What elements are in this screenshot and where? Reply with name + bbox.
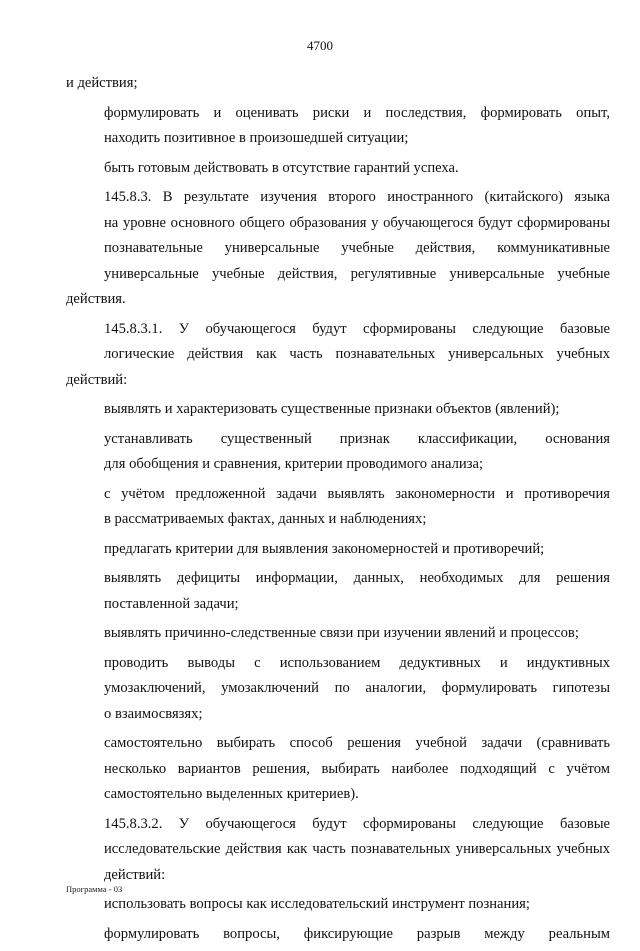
- text-line: с учётом предложенной задачи выявлять закономерности и противоречия: [104, 485, 610, 502]
- text-line: познавательные универсальные учебные действия, коммуникативные: [104, 240, 610, 256]
- paragraph: [66, 566, 610, 617]
- text-line: поставленной задачи;: [104, 595, 239, 612]
- paragraph: [66, 922, 610, 948]
- document-body: [66, 71, 610, 951]
- paragraph: [66, 71, 610, 97]
- paragraph: [66, 156, 610, 182]
- paragraph: [66, 427, 610, 478]
- paragraph: [66, 101, 610, 152]
- text-line: выявлять причинно-следственные связи при изучении явлений и процессов;: [104, 625, 579, 641]
- text-line: в рассматриваемых фактах, данных и наблюдениях;: [104, 511, 427, 527]
- text-line: о взаимосвязях;: [104, 705, 203, 722]
- text-line: 145.8.3.1. У обучающегося будут сформированы следующие базовые: [104, 320, 610, 337]
- paragraph: [66, 482, 610, 533]
- paragraph: [66, 651, 610, 728]
- text-line: исследовательские действия как часть познавательных универсальных учебных: [104, 841, 610, 857]
- paragraph: [66, 317, 610, 394]
- text-line: 145.8.3.2. У обучающегося будут сформированы следующие базовые: [104, 815, 610, 832]
- text-line: на уровне основного общего образования у обучающегося будут сформированы: [104, 214, 610, 231]
- text-line: самостоятельно выделенных критериев).: [104, 786, 359, 802]
- text-line: устанавливать существенный признак классификации, основания: [104, 430, 610, 447]
- text-line: 145.8.3. В результате изучения второго иностранного (китайского) языка: [104, 189, 610, 205]
- text-line: предлагать критерии для выявления закономерностей и противоречий;: [104, 540, 545, 557]
- text-line: действий:: [104, 866, 166, 883]
- text-line: самостоятельно выбирать способ решения учебной задачи (сравнивать: [104, 735, 610, 751]
- text-line: использовать вопросы как исследовательский инструмент познания;: [104, 896, 530, 912]
- text-line: умозаключений, умозаключений по аналогии, формулировать гипотезы: [104, 680, 610, 696]
- paragraph: [66, 812, 610, 889]
- paragraph: [66, 537, 610, 563]
- text-line: и действия;: [66, 75, 138, 91]
- text-line: универсальные учебные действия, регулятивные универсальные учебные действия.: [66, 265, 610, 307]
- text-line: формулировать вопросы, фиксирующие разрыв между реальным: [104, 925, 610, 942]
- text-line: проводить выводы с использованием дедуктивных и индуктивных: [104, 654, 610, 671]
- paragraph: [66, 731, 610, 808]
- paragraph: [66, 621, 610, 647]
- text-line: для обобщения и сравнения, критерии проводимого анализа;: [104, 456, 484, 472]
- paragraph: [66, 397, 610, 423]
- text-line: выявлять и характеризовать существенные признаки объектов (явлений);: [104, 401, 560, 417]
- text-line: выявлять дефициты информации, данных, необходимых для решения: [104, 570, 610, 586]
- text-line: формулировать и оценивать риски и последствия, формировать опыт,: [104, 104, 610, 121]
- text-line: быть готовым действовать в отсутствие гарантий успеха.: [104, 159, 459, 176]
- text-line: несколько вариантов решения, выбирать наиболее подходящий с учётом: [104, 760, 610, 777]
- paragraph: [66, 185, 610, 313]
- footer-program-label: Программа - 03: [66, 884, 123, 894]
- text-line: логические действия как часть познавательных универсальных учебных действий:: [66, 346, 610, 388]
- page-number: 4700: [307, 38, 333, 53]
- text-line: находить позитивное в произошедшей ситуации;: [104, 130, 409, 146]
- paragraph: [66, 892, 610, 918]
